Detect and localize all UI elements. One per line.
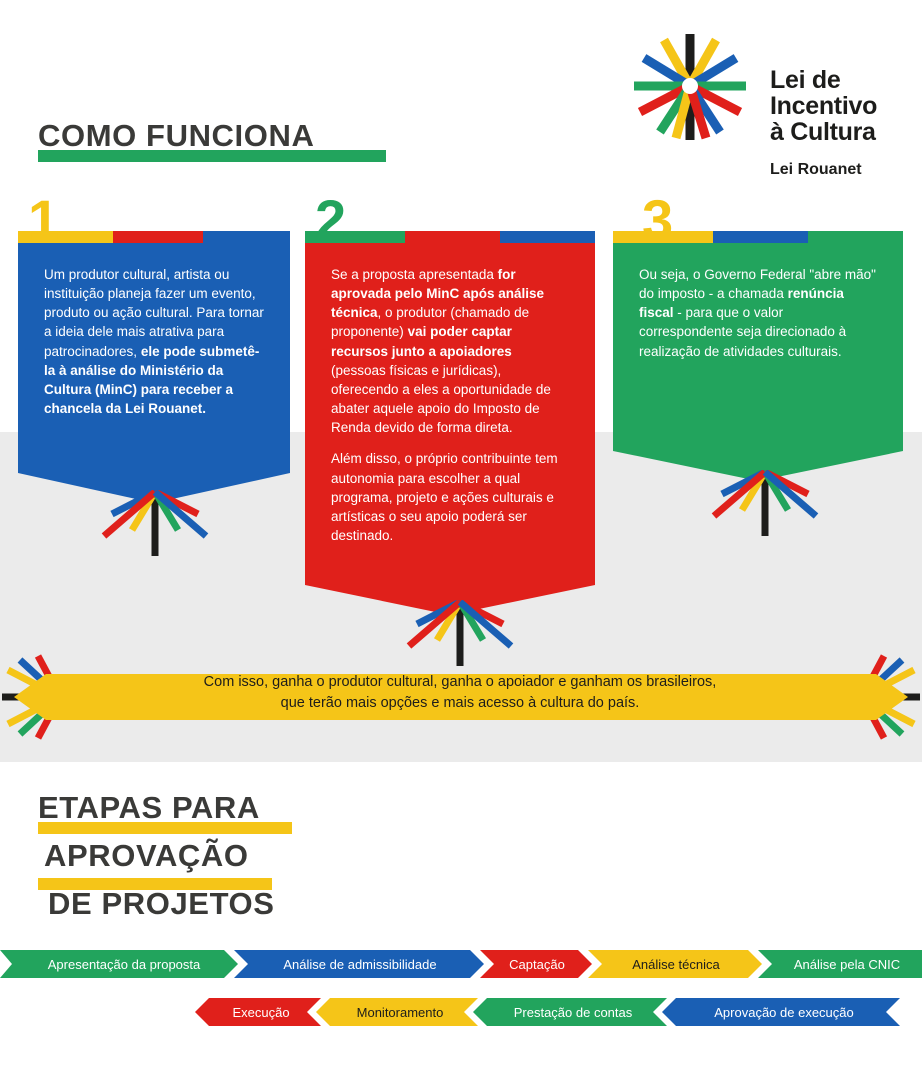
card-2-paragraph-2: Além disso, o próprio contribuinte tem autonomia para escolher a qual programa, projeto e ações culturais e artísticas o seu apoio poderá ser destinado.: [331, 451, 558, 544]
logo-subtitle: Lei Rouanet: [770, 161, 862, 178]
how-card-2: [305, 243, 595, 563]
step-label: Análise de admissibilidade: [283, 956, 437, 972]
step-analise-de-admissibilidade[interactable]: [248, 950, 472, 978]
logo-title: [770, 68, 877, 145]
how-card-3: [613, 243, 903, 379]
banner-line-1: Com isso, ganha o produtor cultural, ganha o apoiador e ganham os brasileiros,: [203, 674, 717, 690]
starburst-icon: [620, 28, 760, 150]
step-label: Análise pela CNIC: [793, 956, 901, 972]
step-execucao[interactable]: [209, 998, 313, 1026]
card-1-burst-icon: [90, 490, 220, 560]
card-2-paragraph-1: Se a proposta apresentada for aprovada pelo MinC após análise técnica, o produtor (chamado de proponente) vai poder captar recursos junto a apoiadores (pessoas físicas e jurídicas), oferecendo a eles a oportunidade de abater aquele apoio do Imposto de Renda devido de forma direta.: [331, 267, 551, 436]
etapas-title-line-2: APROVAÇÃO: [44, 838, 249, 873]
logo-line-2: Incentivo: [770, 91, 878, 120]
step-label: Captação: [509, 956, 565, 972]
etapas-title-line-1: ETAPAS PARA: [38, 790, 260, 825]
card-1-paragraph-1: Um produtor cultural, artista ou instituição planeja fazer um evento, produto ou ação cultural. Para tornar a ideia dele mais atrativa para patrocinadores, ele pode submetê-la à análise do Ministério da Cultura (MinC) para receber a chancela da Lei Rouanet.: [44, 267, 264, 417]
step-label: Análise técnica: [632, 956, 720, 972]
step-label: Monitoramento: [356, 1004, 444, 1020]
how-card-1: [18, 243, 290, 436]
card-3-paragraph-1: Ou seja, o Governo Federal "abre mão" do imposto - a chamada renúncia fiscal - para que o valor correspondente seja direcionado à realização de atividades culturais.: [639, 267, 876, 359]
card-number-2: 2: [315, 188, 347, 251]
etapas-title-line-3: DE PROJETOS: [48, 886, 275, 921]
step-label: Apresentação da proposta: [47, 956, 201, 972]
banner-line-2: que terão mais opções e mais acesso à cultura do país.: [280, 695, 640, 712]
step-monitoramento[interactable]: [330, 998, 470, 1026]
step-label: Execução: [232, 1004, 290, 1020]
step-prestacao-de-contas[interactable]: [487, 998, 659, 1026]
step-label: Prestação de contas: [513, 1004, 633, 1020]
lei-rouanet-logo: [620, 28, 910, 178]
step-analise-tecnica[interactable]: [602, 950, 750, 978]
step-analise-pela-cnic[interactable]: [772, 950, 922, 978]
steps-flow-row-1: [0, 950, 922, 978]
summary-banner-text: [60, 672, 860, 714]
card-number-1: 1: [28, 188, 60, 251]
step-captacao[interactable]: [494, 950, 580, 978]
steps-flow-row-2: [0, 998, 922, 1026]
logo-line-1: Lei de: [770, 66, 841, 94]
card-number-3: 3: [642, 188, 674, 251]
step-aprovacao-de-execucao[interactable]: [676, 998, 892, 1026]
page-title-como-funciona: COMO FUNCIONA: [38, 118, 315, 153]
card-3-burst-icon: [700, 470, 830, 540]
logo-line-3: à Cultura: [770, 117, 876, 146]
step-apresentacao-da-proposta[interactable]: [14, 950, 234, 978]
step-label: Aprovação de execução: [714, 1004, 854, 1020]
